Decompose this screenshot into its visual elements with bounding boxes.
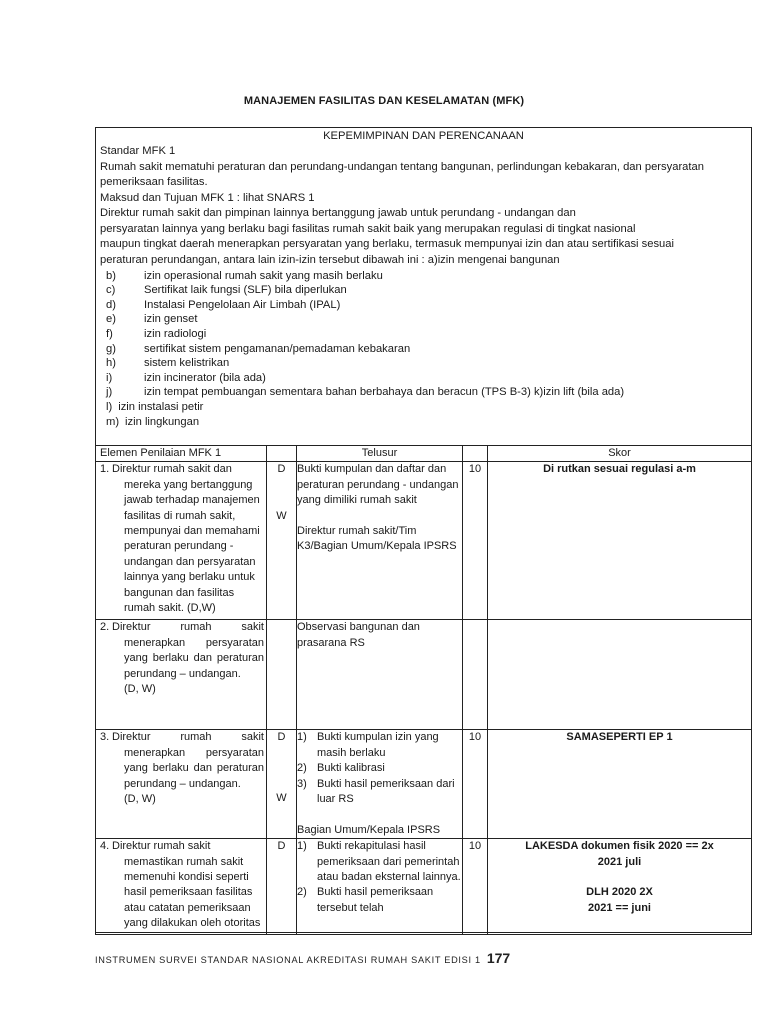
list-item: j) izin tempat pembuangan sementara bahan berbahaya dan beracun (TPS B-3) k)izin lift (bila ada): [106, 386, 625, 399]
section-heading: KEPEMIMPINAN DAN PERENCANAAN: [323, 130, 524, 142]
intent-line: persyaratan lainnya yang berlaku bagi fasilitas rumah sakit baik yang merupakan regulasi di tingkat nasional: [100, 222, 636, 235]
element-cell: 4. Direktur rumah sakit memastikan rumah sakit memenuhi kondisi seperti hasil pemeriksaan fasilitas atau catatan pemeriksaan yang dilakukan oleh otoritas: [96, 839, 267, 935]
score-value: [463, 620, 488, 730]
list-item: m) izin lingkungan: [106, 415, 200, 428]
table-row: [96, 839, 752, 935]
page-number: 177: [486, 950, 511, 966]
telusur-cell: 1) Bukti kumpulan izin yang masih berlaku 2) Bukti kalibrasi 3) Bukti hasil pemeriksaan dari luar RS Bagian Umum/Kepala IPSRS: [297, 730, 463, 839]
intent-line: Direktur rumah sakit dan pimpinan lainnya bertanggung jawab untuk perundang - undangan dan: [100, 207, 576, 220]
intent-heading: Maksud dan Tujuan MFK 1 : lihat SNARS 1: [100, 192, 315, 204]
list-item: l) izin instalasi petir: [106, 400, 204, 413]
method-cell: [267, 620, 297, 730]
page-footer: [95, 950, 755, 966]
table-header-row: [96, 446, 752, 462]
list-item: d) Instalasi Pengelolaan Air Limbah (IPAL): [106, 298, 341, 311]
table-row: [96, 462, 752, 620]
list-item: h) sistem kelistrikan: [106, 357, 230, 370]
method-cell: D: [267, 839, 297, 935]
standard-label: Standar MFK 1: [100, 145, 176, 158]
element-cell: 1. Direktur rumah sakit dan mereka yang bertanggung jawab terhadap manajemen fasilitas di rumah sakit, mempunyai dan memahami peraturan perundang - undangan dan persyaratan lainnya yang berlaku untuk bangunan dan fasilitas rumah sakit. (D,W): [96, 462, 267, 620]
intent-line: maupun tingkat daerah menerapkan persyaratan yang berlaku, termasuk mempunyai izin dan atau sertifikasi sesuai: [100, 238, 674, 251]
table-row: [96, 730, 752, 839]
table-row: [96, 620, 752, 730]
skor-note: SAMASEPERTI EP 1: [488, 730, 752, 839]
list-item: c) Sertifikat laik fungsi (SLF) bila diperlukan: [106, 284, 347, 297]
column-header-dw: [267, 446, 297, 462]
skor-note: [488, 620, 752, 730]
element-cell: 2. Direktur rumah sakit menerapkan persyaratan yang berlaku dan peraturan perundang – undangan. (D, W): [96, 620, 267, 730]
standard-intro: [96, 128, 751, 446]
method-cell: D W: [267, 730, 297, 839]
intent-line: peraturan perundangan, antara lain izin-izin tersebut dibawah ini : a)izin mengenai bangunan: [100, 253, 560, 266]
permit-list: [96, 269, 751, 430]
score-value: 10: [463, 839, 488, 935]
skor-note: Di rutkan sesuai regulasi a-m: [488, 462, 752, 620]
method-cell: D W: [267, 462, 297, 620]
list-item: g) sertifikat sistem pengamanan/pemadaman kebakaran: [106, 342, 411, 355]
telusur-cell: Bukti kumpulan dan daftar dan peraturan perundang - undangan yang dimiliki rumah sakit Direktur rumah sakit/Tim K3/Bagian Umum/Kepala IPSRS: [297, 462, 463, 620]
list-item: b) izin operasional rumah sakit yang masih berlaku: [106, 269, 383, 282]
telusur-cell: Observasi bangunan dan prasarana RS: [297, 620, 463, 730]
list-item: e) izin genset: [106, 313, 198, 326]
column-header-skor: Skor: [488, 446, 752, 462]
telusur-cell: 1) Bukti rekapitulasi hasil pemeriksaan dari pemerintah atau badan eksternal lainnya. 2) Bukti hasil pemeriksaan tersebut telah: [297, 839, 463, 935]
assessment-table: [95, 445, 752, 935]
skor-note: LAKESDA dokumen fisik 2020 == 2x 2021 juli DLH 2020 2X 2021 == juni: [488, 839, 752, 935]
standard-text: Rumah sakit mematuhi peraturan dan perundang-undangan tentang bangunan, perlindungan kebakaran, dan persyaratan pemeriksaan fasilitas.: [100, 160, 704, 189]
column-header-telusur: Telusur: [297, 446, 463, 462]
list-item: f) izin radiologi: [106, 328, 207, 340]
column-header-score: [463, 446, 488, 462]
standard-table: [95, 127, 752, 933]
score-value: 10: [463, 462, 488, 620]
list-item: i) izin incinerator (bila ada): [106, 371, 266, 384]
score-value: 10: [463, 730, 488, 839]
footer-text: INSTRUMEN SURVEI STANDAR NASIONAL AKREDITASI RUMAH SAKIT EDISI 1: [95, 955, 481, 965]
element-cell: 3. Direktur rumah sakit menerapkan persyaratan yang berlaku dan peraturan perundang – undangan. (D, W): [96, 730, 267, 839]
column-header-element: Elemen Penilaian MFK 1: [96, 446, 267, 462]
page-title: MANAJEMEN FASILITAS DAN KESELAMATAN (MFK): [243, 95, 525, 107]
